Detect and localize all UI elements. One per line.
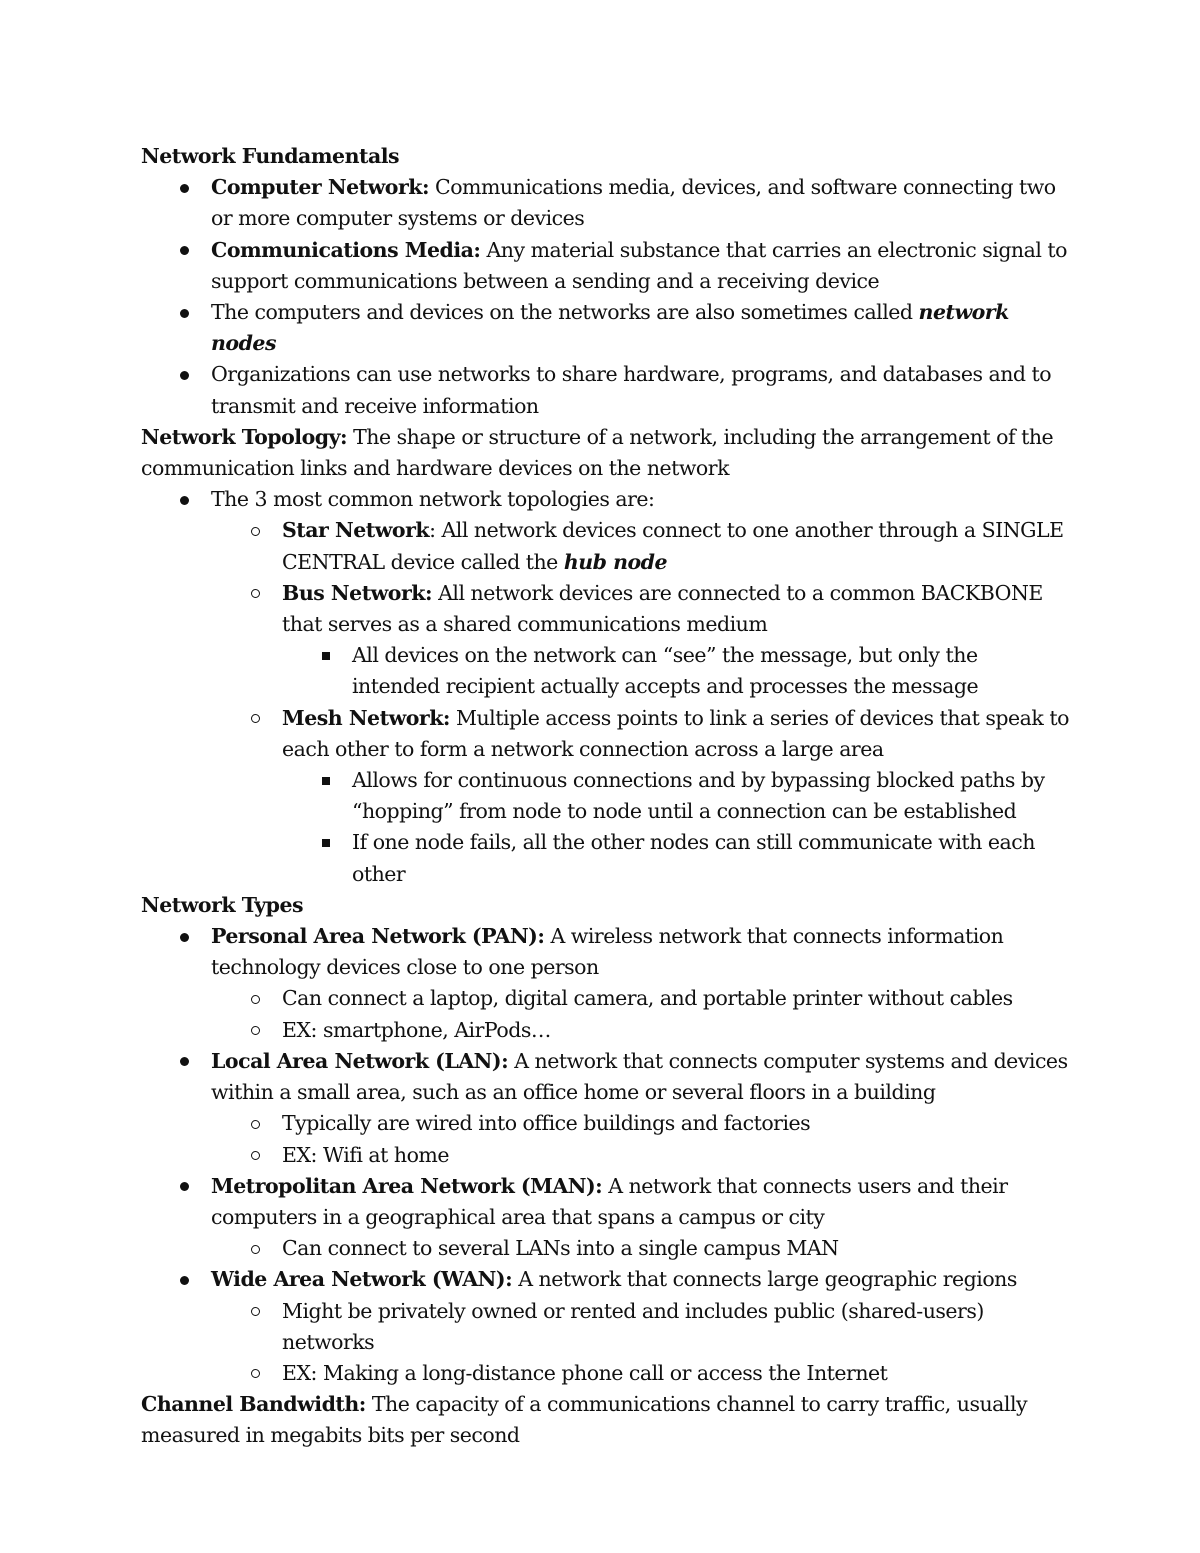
bullet-circle-icon: [245, 578, 265, 609]
bullet-disc-icon: [174, 921, 194, 952]
fundamentals-list: [141, 172, 1071, 422]
list-item-star-network: Star Network: All network devices connect to one another through a SINGLE CENTRAL device called the hub node: [141, 515, 1071, 577]
bullet-circle-icon: [245, 703, 265, 734]
types-list: [141, 921, 1071, 1389]
topology-list: [141, 484, 1071, 890]
paragraph-channel-bandwidth: Channel Bandwidth: The capacity of a communications channel to carry traffic, usually measured in megabits bits per second: [141, 1392, 1028, 1448]
paragraph-network-topology: Network Topology: The shape or structure of a network, including the arrangement of the communication links and hardware devices on the network: [141, 424, 1054, 481]
list-item: Allows for continuous connections and by bypassing blocked paths by “hopping” from node to node until a connection can be established: [141, 765, 1071, 827]
bullet-circle-icon: [245, 1015, 265, 1046]
list-item: The 3 most common network topologies are:: [141, 484, 1071, 515]
list-item: EX: Wifi at home: [141, 1140, 1071, 1171]
list-item-pan: Personal Area Network (PAN): A wireless network that connects information technology devices close to one person: [141, 921, 1071, 983]
list-item: Might be privately owned or rented and includes public (shared-users) networks: [141, 1296, 1071, 1358]
list-item: Can connect a laptop, digital camera, and portable printer without cables: [141, 983, 1071, 1014]
document-body: [141, 141, 1071, 1452]
bullet-disc-icon: [174, 297, 194, 328]
bullet-disc-icon: [174, 235, 194, 266]
heading-network-fundamentals: Network Fundamentals: [141, 144, 400, 168]
bullet-circle-icon: [245, 1108, 265, 1139]
list-item: Can connect to several LANs into a single campus MAN: [141, 1233, 1071, 1264]
bullet-circle-icon: [245, 1358, 265, 1389]
bullet-circle-icon: [245, 1233, 265, 1264]
bullet-disc-icon: [174, 359, 194, 390]
heading-network-types: Network Types: [141, 892, 304, 917]
list-item-bus-network: Bus Network: All network devices are connected to a common BACKBONE that serves as a shared communications medium: [141, 578, 1071, 640]
list-item-man: Metropolitan Area Network (MAN): A network that connects users and their computers in a geographical area that spans a campus or city: [141, 1171, 1071, 1233]
bullet-circle-icon: [245, 1296, 265, 1327]
bullet-disc-icon: [174, 484, 194, 515]
bullet-disc-icon: [174, 1264, 194, 1295]
list-item-mesh-network: Mesh Network: Multiple access points to link a series of devices that speak to each other to form a network connection across a large area: [141, 703, 1071, 765]
list-item: Communications Media: Any material substance that carries an electronic signal to support communications between a sending and a receiving device: [141, 235, 1071, 297]
bullet-circle-icon: [245, 1140, 265, 1171]
bullet-disc-icon: [174, 1046, 194, 1077]
bullet-circle-icon: [245, 515, 265, 546]
bullet-square-icon: [316, 827, 336, 858]
list-item: Typically are wired into office buildings and factories: [141, 1108, 1071, 1139]
list-item: If one node fails, all the other nodes can still communicate with each other: [141, 827, 1071, 889]
list-item: The computers and devices on the networks are also sometimes called network nodes: [141, 297, 1071, 359]
bullet-square-icon: [316, 640, 336, 671]
list-item: EX: smartphone, AirPods…: [141, 1015, 1071, 1046]
bullet-square-icon: [316, 765, 336, 796]
list-item: Computer Network: Communications media, devices, and software connecting two or more computer systems or devices: [141, 172, 1071, 234]
list-item-wan: Wide Area Network (WAN): A network that connects large geographic regions: [141, 1264, 1071, 1295]
list-item: EX: Making a long-distance phone call or access the Internet: [141, 1358, 1071, 1389]
bullet-disc-icon: [174, 1171, 194, 1202]
bullet-circle-icon: [245, 983, 265, 1014]
list-item: All devices on the network can “see” the message, but only the intended recipient actually accepts and processes the message: [141, 640, 1071, 702]
bullet-disc-icon: [174, 172, 194, 203]
list-item: Organizations can use networks to share hardware, programs, and databases and to transmit and receive information: [141, 359, 1071, 421]
list-item-lan: Local Area Network (LAN): A network that connects computer systems and devices within a small area, such as an office home or several floors in a building: [141, 1046, 1071, 1108]
